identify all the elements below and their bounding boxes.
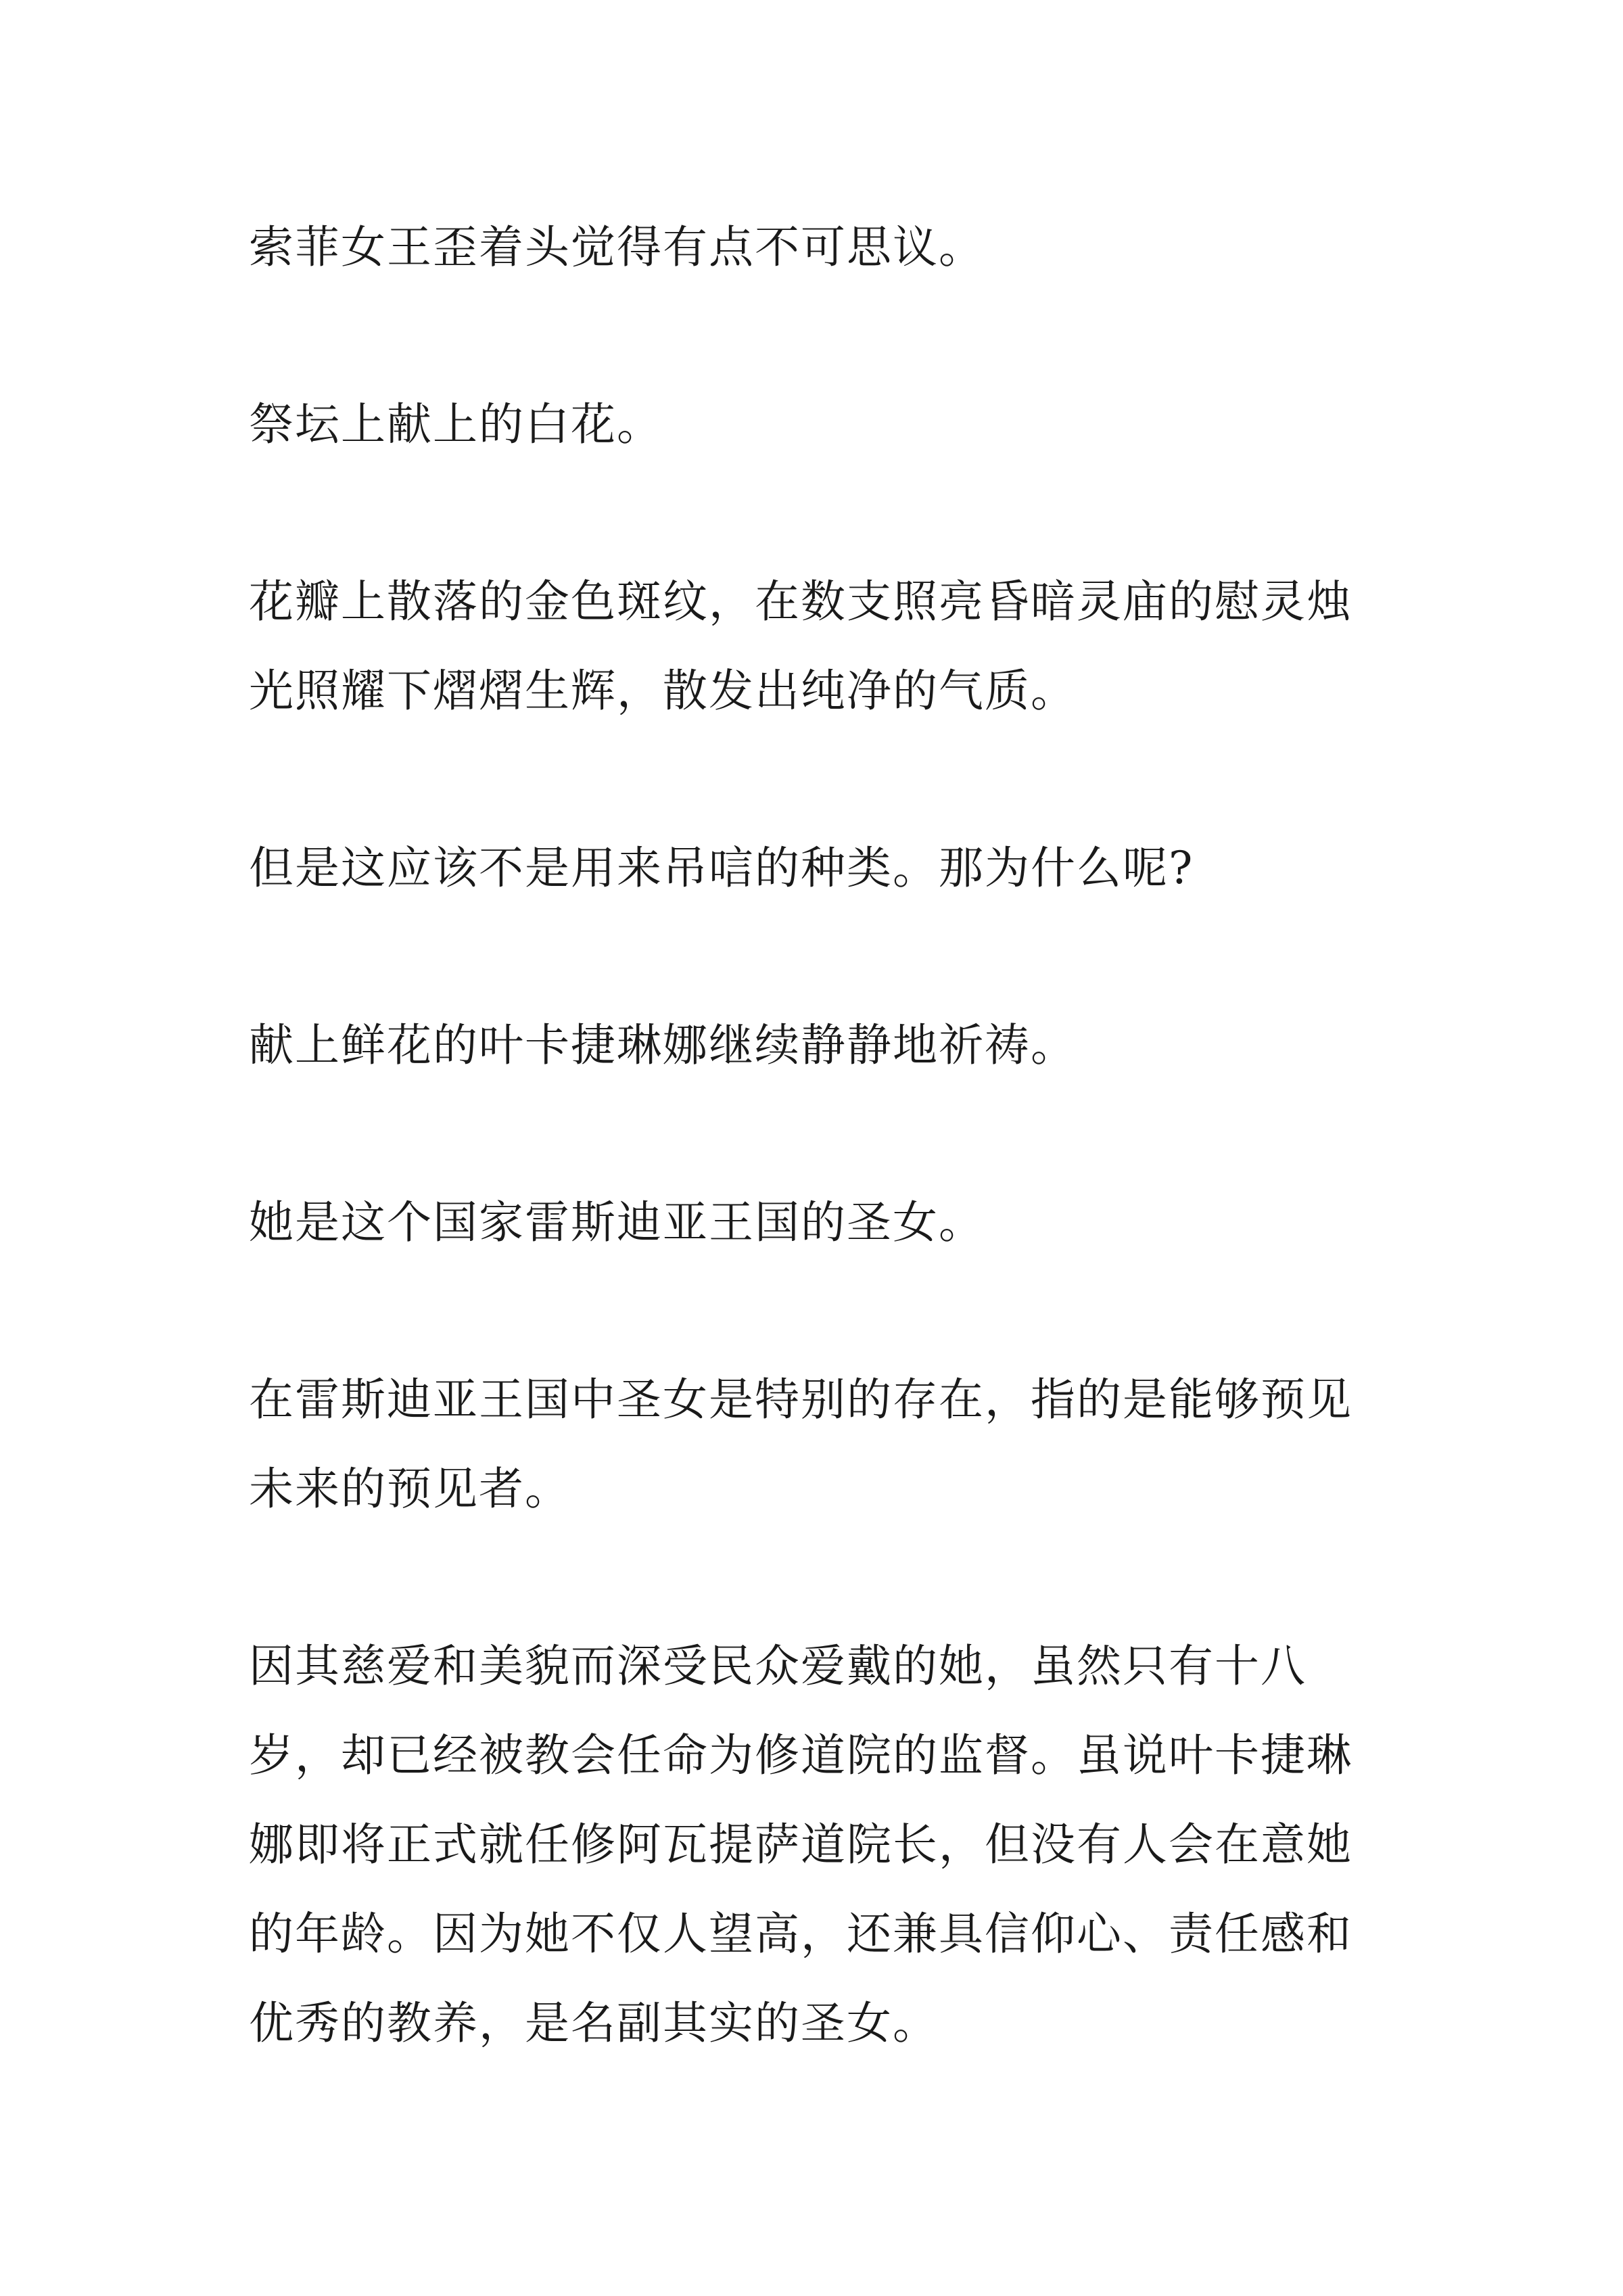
paragraph: 索菲女王歪着头觉得有点不可思议。 bbox=[249, 221, 985, 273]
paragraph: 因其慈爱和美貌而深受民众爱戴的她，虽然只有十八岁，却已经被教会任命为修道院的监督。虽说叶卡捷琳娜即将正式就任修阿瓦提萨道院长，但没有人会在意她的年龄。因为她不仅人望高，还兼具信仰心、责任感和优秀的教养，是名副其实的圣女。 bbox=[249, 1640, 1352, 2049]
paragraph: 献上鲜花的叶卡捷琳娜继续静静地祈祷。 bbox=[249, 1019, 1077, 1071]
paragraph: 她是这个国家雷斯迪亚王国的圣女。 bbox=[249, 1196, 985, 1248]
body-text bbox=[249, 203, 1392, 2068]
paragraph: 但是这应该不是用来吊唁的种类。那为什么呢? bbox=[249, 842, 1194, 894]
paragraph: 在雷斯迪亚王国中圣女是特别的存在，指的是能够预见未来的预见者。 bbox=[249, 1374, 1352, 1515]
paragraph: 祭坛上献上的白花。 bbox=[249, 398, 663, 450]
paragraph: 花瓣上散落的金色斑纹，在数支照亮昏暗灵庙的慰灵烛光照耀下熠熠生辉，散发出纯净的气质。 bbox=[249, 576, 1352, 717]
